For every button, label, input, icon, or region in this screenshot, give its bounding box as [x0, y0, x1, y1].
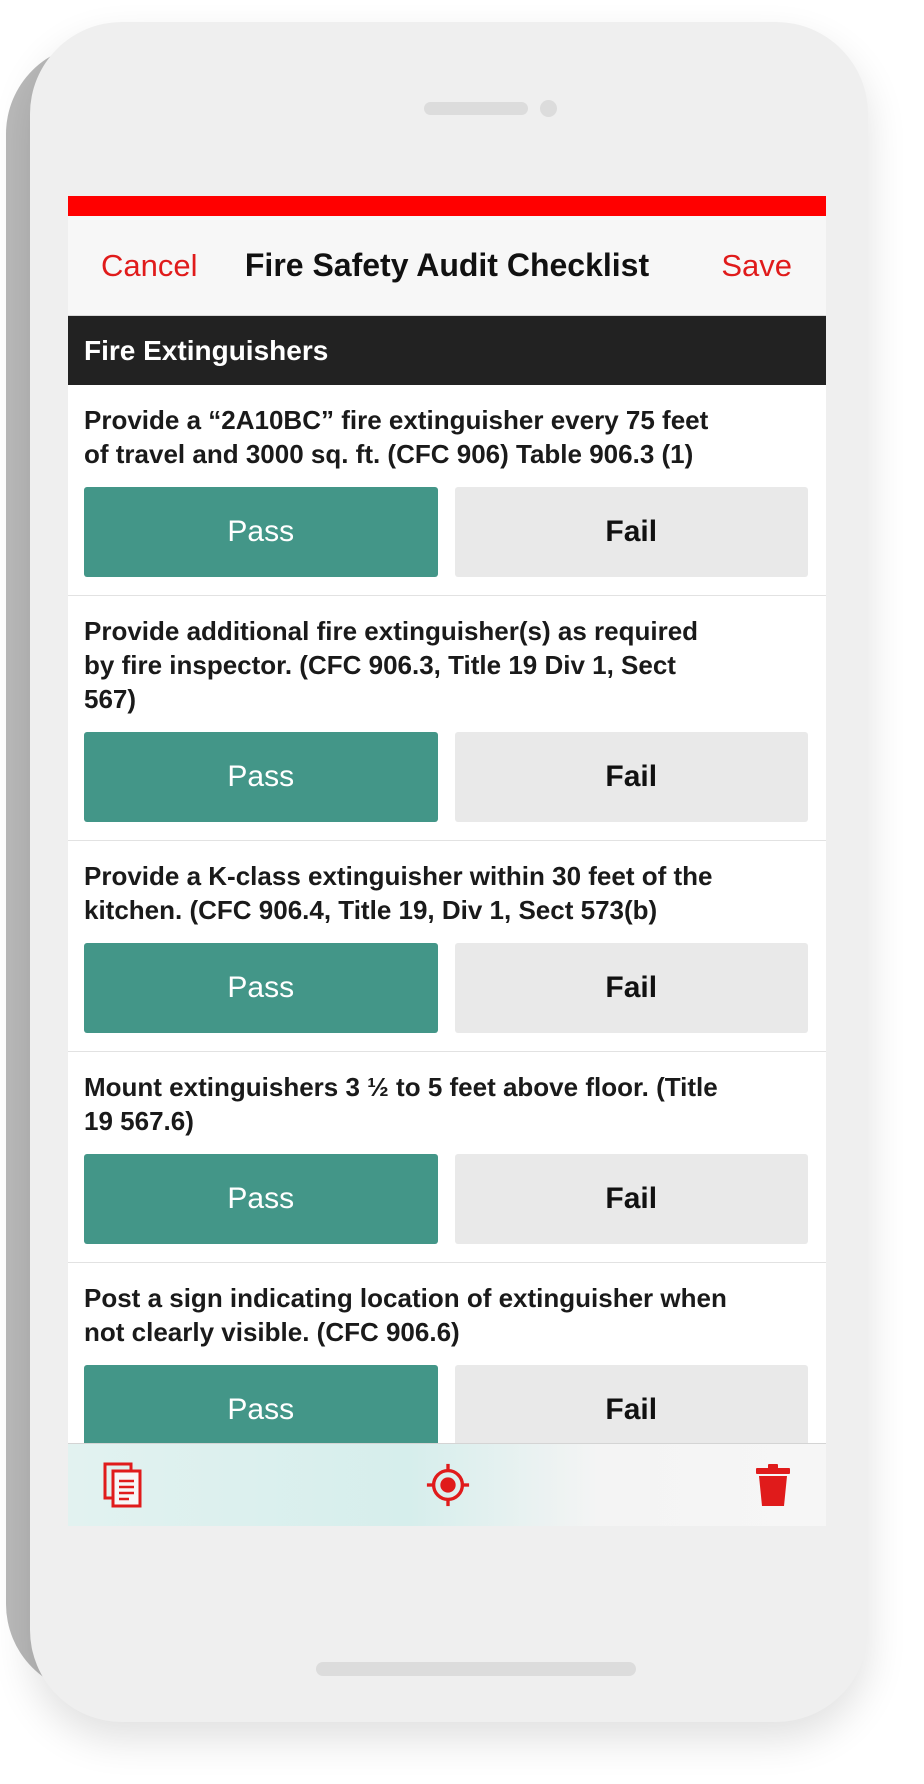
trash-icon [755, 1462, 791, 1508]
page-title: Fire Safety Audit Checklist [244, 247, 650, 283]
checklist-item-text: Provide additional fire extinguisher(s) as required by fire inspector. (CFC 906.3, Title 19 Div 1, Sect 567) [84, 616, 699, 714]
fail-button[interactable]: Fail [455, 943, 809, 1033]
checklist-item-text: Mount extinguishers 3 ½ to 5 feet above floor. (Title 19 567.6) [84, 1072, 718, 1136]
bottom-toolbar [68, 1443, 826, 1526]
phone-camera [540, 100, 557, 117]
checklist-item [68, 385, 826, 596]
pass-button[interactable]: Pass [84, 1365, 438, 1455]
fail-button[interactable]: Fail [455, 1365, 809, 1455]
navigation-bar [68, 216, 826, 316]
locate-button[interactable] [425, 1460, 471, 1510]
pass-button[interactable]: Pass [84, 943, 438, 1033]
fail-button[interactable]: Fail [455, 1154, 809, 1244]
delete-button[interactable] [750, 1460, 796, 1510]
copy-button[interactable] [100, 1460, 146, 1510]
target-location-icon [425, 1461, 471, 1509]
pass-button[interactable]: Pass [84, 487, 438, 577]
pass-fail-group [84, 943, 808, 1033]
fail-button[interactable]: Fail [455, 732, 809, 822]
app-screen [68, 196, 826, 1526]
pass-button[interactable]: Pass [84, 1154, 438, 1244]
checklist-item-text: Post a sign indicating location of extinguisher when not clearly visible. (CFC 906.6) [84, 1283, 727, 1347]
checklist-item [68, 841, 826, 1052]
section-title: Fire Extinguishers [84, 334, 329, 366]
copy-document-icon [103, 1462, 143, 1508]
section-header [68, 316, 826, 385]
checklist-item [68, 596, 826, 841]
pass-fail-group [84, 732, 808, 822]
checklist-item [68, 1052, 826, 1263]
home-indicator[interactable] [316, 1662, 636, 1676]
cancel-button[interactable]: Cancel [101, 247, 198, 283]
pass-button[interactable]: Pass [84, 732, 438, 822]
phone-speaker [424, 102, 528, 115]
fail-button[interactable]: Fail [455, 487, 809, 577]
status-bar [68, 196, 826, 216]
pass-fail-group [84, 487, 808, 577]
pass-fail-group [84, 1154, 808, 1244]
checklist [68, 385, 826, 1474]
pass-fail-group [84, 1365, 808, 1455]
checklist-item-text: Provide a “2A10BC” fire extinguisher every 75 feet of travel and 3000 sq. ft. (CFC 906) Table 906.3 (1) [84, 405, 709, 469]
save-button[interactable]: Save [721, 247, 792, 283]
checklist-item-text: Provide a K-class extinguisher within 30 feet of the kitchen. (CFC 906.4, Title 19, Div 1, Sect 573(b) [84, 861, 713, 925]
